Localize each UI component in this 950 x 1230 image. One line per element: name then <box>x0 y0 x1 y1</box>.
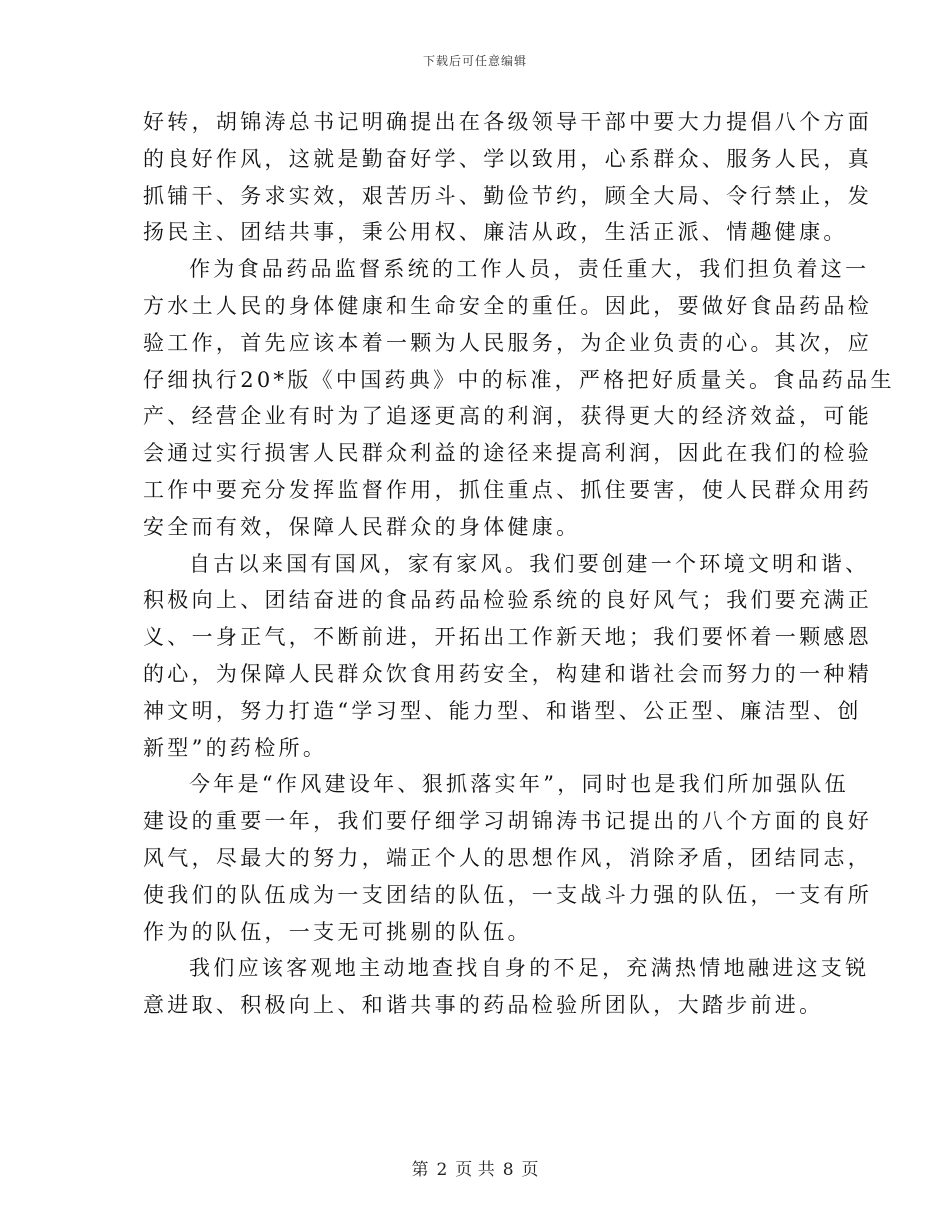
footer-prefix: 第 <box>411 1160 429 1180</box>
paragraph-2-line-2: 方水土人民的身体健康和生命安全的重任。因此，要做好食品药品检 <box>143 293 872 318</box>
page-header: 下载后可任意编辑 <box>422 54 527 68</box>
paragraph-3-line-6: 新型”的药检所。 <box>143 735 328 760</box>
footer-middle: 页 共 <box>455 1160 495 1180</box>
paragraph-3-line-5: 神文明，努力打造“学习型、能力型、和谐型、公正型、廉洁型、创 <box>143 698 862 723</box>
paragraph-4-line-4: 使我们的队伍成为一支团结的队伍，一支战斗力强的队伍，一支有所 <box>143 882 872 907</box>
paragraph-2-line-5: 产、经营企业有时为了追逐更高的利润，获得更大的经济效益，可能 <box>143 404 872 429</box>
paragraph-1-line-4: 扬民主、团结共事，秉公用权、廉洁从政，生活正派、情趣健康。 <box>143 220 848 245</box>
document-body <box>143 104 895 1024</box>
current-page-number: 2 <box>436 1160 448 1180</box>
paragraph-4-line-3: 风气，尽最大的努力，端正个人的思想作风，消除矛盾，团结同志， <box>143 845 872 870</box>
paragraph-5-line-1: 我们应该客观地主动地查找自身的不足，充满热情地融进这支锐 <box>189 956 870 981</box>
paragraph-2-line-8: 安全而有效，保障人民群众的身体健康。 <box>143 514 581 539</box>
paragraph-4-line-2: 建设的重要一年，我们要仔细学习胡锦涛书记提出的八个方面的良好 <box>143 809 872 834</box>
footer-suffix: 页 <box>521 1160 539 1180</box>
paragraph-4-line-1: 今年是“作风建设年、狠抓落实年”，同时也是我们所加强队伍 <box>189 772 849 797</box>
total-pages-number: 8 <box>502 1160 514 1180</box>
paragraph-1-line-1: 好转，胡锦涛总书记明确提出在各级领导干部中要大力提倡八个方面 <box>143 110 872 134</box>
paragraph-1-line-3: 抓铺干、务求实效，艰苦历斗、勤俭节约，顾全大局、令行禁止，发 <box>143 183 872 208</box>
paragraph-1-line-2: 的良好作风，这就是勤奋好学、学以致用，心系群众、服务人民，真 <box>143 146 872 171</box>
paragraph-2-line-3: 验工作，首先应该本着一颗为人民服务，为企业负责的心。其次，应 <box>143 330 872 355</box>
paragraph-2-line-1: 作为食品药品监督系统的工作人员，责任重大，我们担负着这一 <box>189 257 870 282</box>
paragraph-4-line-5: 作为的队伍，一支无可挑剔的队伍。 <box>143 919 532 944</box>
paragraph-3-line-2: 积极向上、团结奋进的食品药品检验系统的良好风气；我们要充满正 <box>143 588 872 613</box>
paragraph-3-line-1: 自古以来国有国风，家有家风。我们要创建一个环境文明和谐、 <box>189 551 870 576</box>
paragraph-5-line-2: 意进取、积极向上、和谐共事的药品检验所团队，大踏步前进。 <box>143 993 824 1018</box>
paragraph-2-line-6: 会通过实行损害人民群众利益的途径来提高利润，因此在我们的检验 <box>143 441 872 466</box>
paragraph-2-line-7: 工作中要充分发挥监督作用，抓住重点、抓住要害，使人民群众用药 <box>143 477 872 502</box>
paragraph-3-line-3: 义、一身正气，不断前进，开拓出工作新天地；我们要怀着一颗感恩 <box>143 625 872 650</box>
paragraph-2-line-4: 仔细执行20*版《中国药典》中的标准，严格把好质量关。食品药品生 <box>143 367 895 392</box>
page-footer <box>0 1155 950 1180</box>
paragraph-3-line-4: 的心，为保障人民群众饮食用药安全，构建和谐社会而努力的一种精 <box>143 661 872 686</box>
